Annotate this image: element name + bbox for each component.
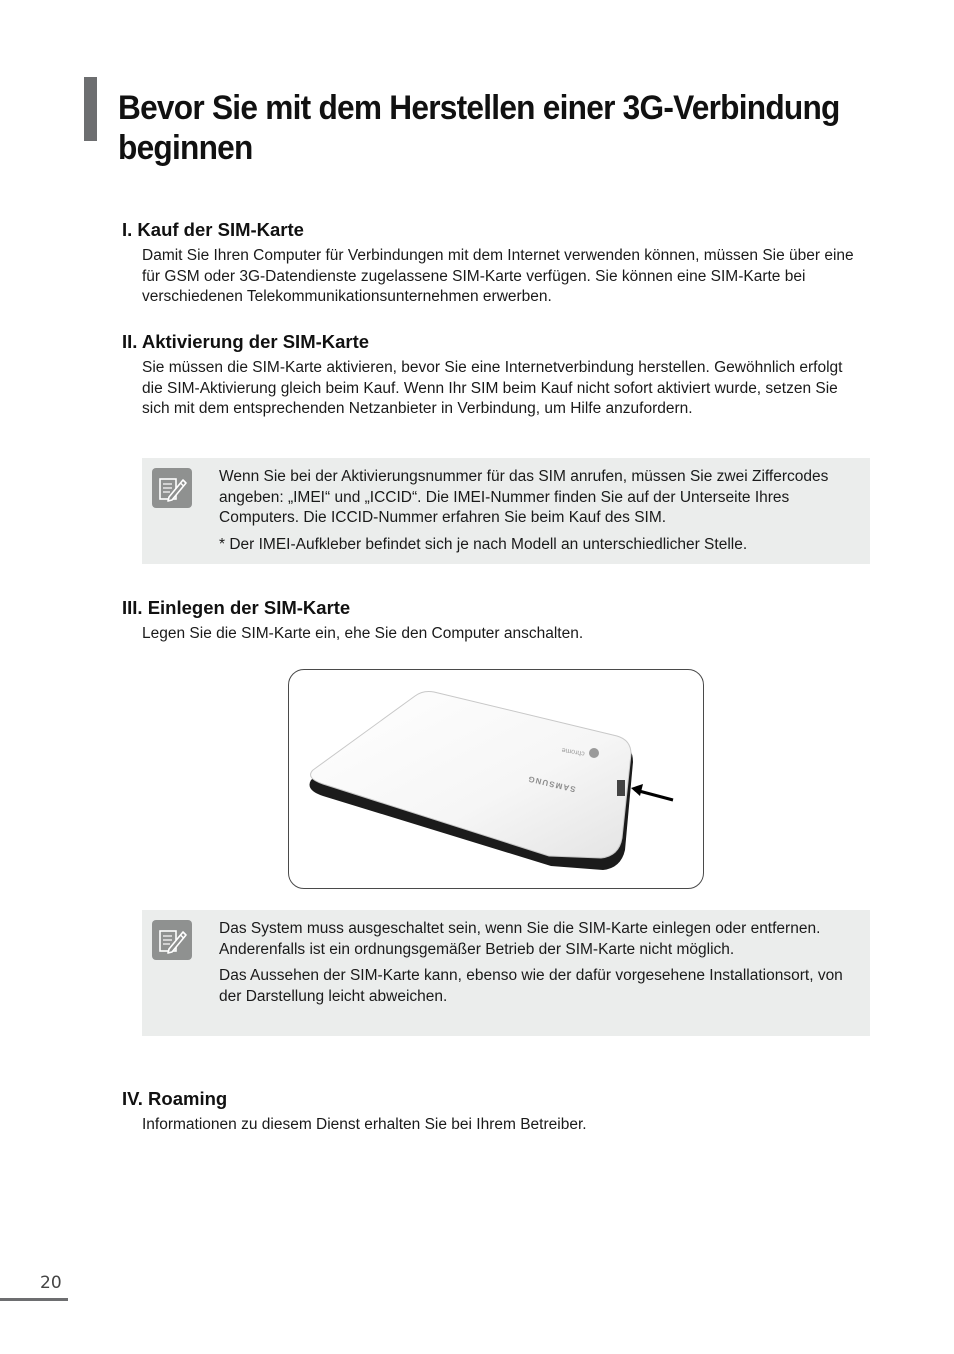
arrow-pointer-icon bbox=[631, 784, 673, 800]
note-text: * Der IMEI-Aufkleber befindet sich je nach Modell an unterschiedlicher Stelle. bbox=[219, 535, 748, 553]
note-text: Das System muss ausgeschaltet sein, wenn Sie die SIM-Karte einlegen oder entfernen. Anderenfalls ist ein ordnungsgemäßer Betrieb der SIM-Karte nicht möglich. bbox=[219, 920, 821, 958]
section-body: Legen Sie die SIM-Karte ein, ehe Sie den Computer anschalten. bbox=[142, 625, 584, 642]
pencil-note-icon bbox=[152, 920, 192, 960]
section-roaming bbox=[122, 1088, 867, 1136]
page-number: 20 bbox=[40, 1273, 62, 1293]
section-heading: I. Kauf der SIM-Karte bbox=[122, 219, 304, 240]
page-number-rule bbox=[0, 1298, 68, 1301]
laptop-figure bbox=[288, 669, 704, 889]
section-body: Informationen zu diesem Dienst erhalten Sie bei Ihrem Betreiber. bbox=[142, 1116, 587, 1133]
section-sim-insert bbox=[122, 597, 867, 645]
section-heading: III. Einlegen der SIM-Karte bbox=[122, 597, 351, 618]
chrome-logo-icon bbox=[589, 748, 599, 758]
section-heading: II. Aktivierung der SIM-Karte bbox=[122, 331, 370, 352]
note-text: Das Aussehen der SIM-Karte kann, ebenso wie der dafür vorgesehene Installationsort, von der Darstellung leicht abweichen. bbox=[219, 967, 843, 1005]
section-heading: IV. Roaming bbox=[122, 1088, 228, 1109]
sim-slot bbox=[617, 780, 625, 796]
section-body: Sie müssen die SIM-Karte aktivieren, bevor Sie eine Internetverbindung herstellen. Gewöhnlich erfolgt die SIM-Aktivierung gleich beim Kauf. Wenn Ihr SIM beim Kauf nicht sofort aktiviert wurde, setzen Sie sich mit dem entsprechenden Netzanbieter in Verbindung, um Hilfe anzufordern. bbox=[142, 359, 843, 417]
section-sim-activation bbox=[122, 331, 867, 420]
badge-text: chrome bbox=[561, 745, 586, 757]
page-title: Bevor Sie mit dem Herstellen einer 3G-Verbindung beginnen bbox=[118, 89, 840, 167]
note-box-insert bbox=[142, 910, 870, 1036]
samsung-logo-text: SAMSUNG bbox=[526, 773, 577, 794]
section-body: Damit Sie Ihren Computer für Verbindungen mit dem Internet verwenden können, müssen Sie über eine für GSM oder 3G-Datendienste zugelassene SIM-Karte verfügen. Sie können eine SIM-Karte bei verschiedenen Telekommunikationsunternehmen erwerben. bbox=[142, 247, 854, 305]
note-box-activation bbox=[142, 458, 870, 564]
section-sim-purchase bbox=[122, 219, 867, 308]
title-accent-bar bbox=[84, 77, 97, 141]
pencil-note-icon bbox=[152, 468, 192, 508]
note-text: Wenn Sie bei der Aktivierungsnummer für das SIM anrufen, müssen Sie zwei Ziffercodes angeben: „IMEI“ und „ICCID“. Die IMEI-Nummer finden Sie auf der Unterseite Ihres Computers. Die ICCID-Nummer erfahren Sie beim Kauf des SIM. bbox=[219, 468, 829, 526]
laptop-illustration bbox=[289, 670, 703, 888]
